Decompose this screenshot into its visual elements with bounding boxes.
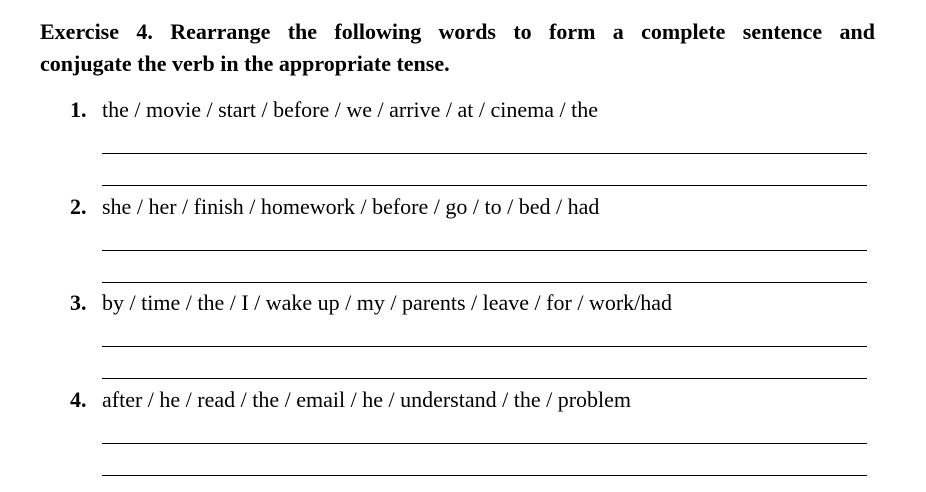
answer-line[interactable] [102, 443, 867, 444]
exercise-item-2 [0, 193, 926, 289]
item-number: 3. [70, 290, 87, 315]
exercise-heading-line-2: conjugate the verb in the appropriate tense. [40, 51, 450, 76]
exercise-item-3 [0, 289, 926, 385]
answer-line[interactable] [102, 153, 867, 154]
item-number: 1. [70, 97, 87, 122]
answer-line[interactable] [102, 282, 867, 283]
answer-line[interactable] [102, 250, 867, 251]
item-prompt: after / he / read / the / email / he / understand / the / problem [102, 387, 632, 412]
answer-line[interactable] [102, 475, 867, 476]
item-number: 2. [70, 194, 87, 219]
item-number: 4. [70, 387, 87, 412]
answer-line[interactable] [102, 185, 867, 186]
item-prompt: by / time / the / I / wake up / my / parents / leave / for / work/had [102, 290, 673, 315]
exercise-item-4 [0, 386, 926, 482]
answer-line[interactable] [102, 378, 867, 379]
exercise-heading [40, 16, 875, 80]
item-prompt: the / movie / start / before / we / arrive / at / cinema / the [102, 97, 599, 122]
exercise-item-1 [0, 96, 926, 192]
answer-line[interactable] [102, 346, 867, 347]
exercise-heading-line-1: Exercise 4. Rearrange the following words to form a complete sentence and [40, 19, 875, 44]
item-prompt: she / her / finish / homework / before / go / to / bed / had [102, 194, 600, 219]
